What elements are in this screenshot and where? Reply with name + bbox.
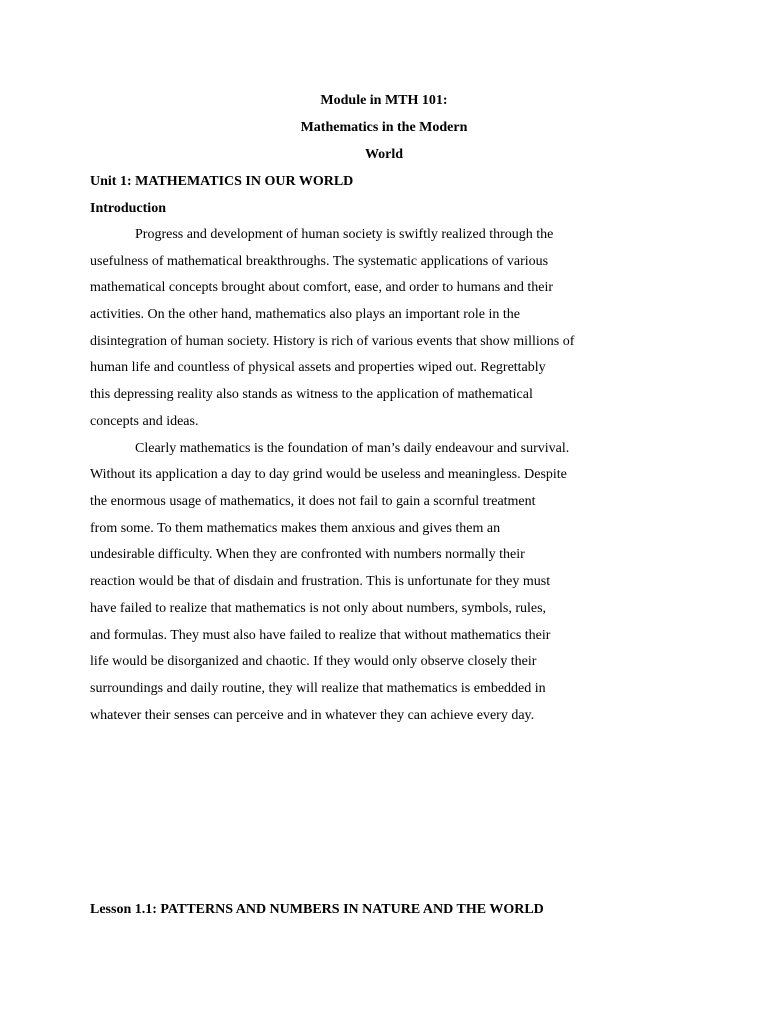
paragraph-line: life would be disorganized and chaotic. If they would only observe closely their bbox=[90, 654, 537, 669]
paragraph-line: and formulas. They must also have failed to realize that without mathematics their bbox=[90, 628, 551, 643]
paragraph-line: activities. On the other hand, mathematics also plays an important role in the bbox=[90, 307, 520, 322]
paragraph-line: this depressing reality also stands as witness to the application of mathematical bbox=[90, 387, 533, 402]
lesson-heading: Lesson 1.1: PATTERNS AND NUMBERS IN NATURE AND THE WORLD bbox=[90, 902, 544, 917]
paragraph-line: mathematical concepts brought about comfort, ease, and order to humans and their bbox=[90, 280, 554, 295]
paragraph-line: the enormous usage of mathematics, it does not fail to gain a scornful treatment bbox=[90, 494, 536, 509]
introduction-heading: Introduction bbox=[90, 201, 166, 216]
module-title-line-3: World bbox=[364, 147, 404, 162]
paragraph-line: have failed to realize that mathematics is not only about numbers, symbols, rules, bbox=[90, 601, 547, 616]
paragraph-line: Progress and development of human society is swiftly realized through the bbox=[135, 227, 554, 242]
paragraph-line: reaction would be that of disdain and frustration. This is unfortunate for they must bbox=[90, 574, 551, 589]
paragraph-line: concepts and ideas. bbox=[90, 414, 199, 429]
paragraph-line: surroundings and daily routine, they will realize that mathematics is embedded in bbox=[90, 681, 546, 696]
paragraph-line: whatever their senses can perceive and in whatever they can achieve every day. bbox=[90, 708, 535, 723]
paragraph-line: usefulness of mathematical breakthroughs. The systematic applications of various bbox=[90, 254, 549, 269]
module-title-line-2: Mathematics in the Modern bbox=[300, 120, 468, 135]
paragraph-line: disintegration of human society. History is rich of various events that show millions of bbox=[90, 334, 575, 349]
paragraph-line: Clearly mathematics is the foundation of man’s daily endeavour and survival. bbox=[135, 441, 570, 456]
paragraph-line: Without its application a day to day grind would be useless and meaningless. Despite bbox=[90, 467, 567, 482]
paragraph-line: undesirable difficulty. When they are confronted with numbers normally their bbox=[90, 547, 525, 562]
paragraph-line: from some. To them mathematics makes them anxious and gives them an bbox=[90, 521, 501, 536]
module-title-line-1: Module in MTH 101: bbox=[320, 93, 448, 108]
paragraph-line: human life and countless of physical assets and properties wiped out. Regrettably bbox=[90, 360, 546, 375]
unit-heading: Unit 1: MATHEMATICS IN OUR WORLD bbox=[90, 174, 354, 189]
